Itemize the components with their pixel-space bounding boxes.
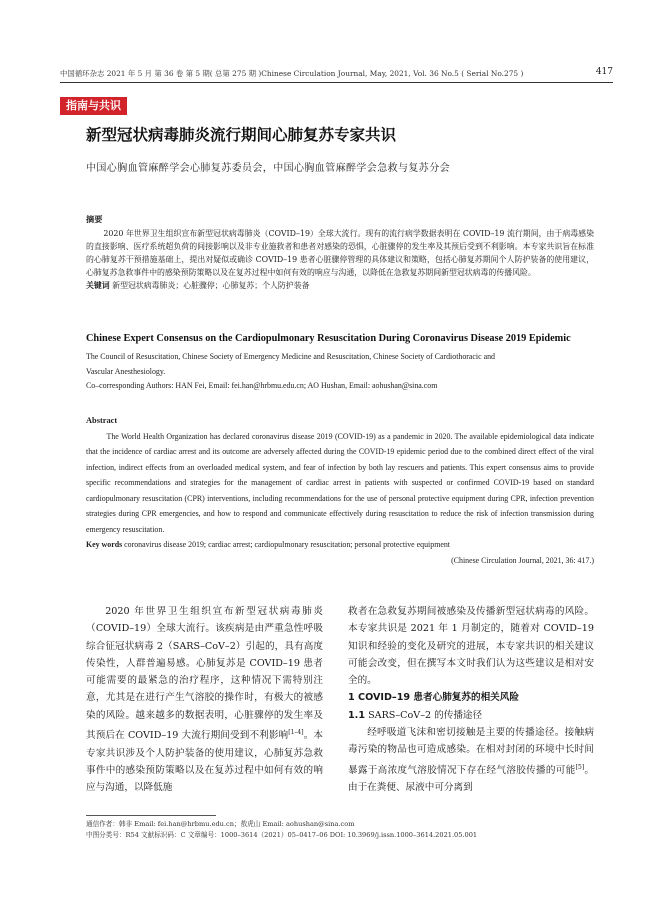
footnote — [86, 819, 594, 841]
header-divider — [60, 82, 613, 83]
keywords-cn-text: 新型冠状病毒肺炎；心脏骤停；心肺复苏；个人防护装备 — [112, 281, 310, 290]
abstract-en-text: The World Health Organization has declared coronavirus disease 2019 (COVID-19) as a pandemic in 2020. The available epidemiological data indicate that the incidence of cardiac arrest and its outcome are adversely affected during the COVID-19 epidemic period due to the combined direct effect of the viral infection, indirect effects from an overloaded medical system, and fear of infection by both lay rescuers and patients. This expert consensus aims to provide specific recommendations and strategies for the management of cardiac arrest in patients with suspected or confirmed COVID-19 based on standard cardiopulmonary resuscitation (CPR) interventions, including recommendations for the use of personal protective equipment during CPR, infection prevention strategies during CPR emergencies, and how to respond and communicate effectively during resuscitation to reduce the risk of infection transmission during emergency resuscitation. — [86, 431, 594, 534]
keywords-en-label: Key words — [86, 540, 123, 549]
correspondence-line: 通信作者：韩非 Email: fei.han@hrbmu.edu.cn；敖虎山 Email: aohushan@sina.com — [86, 820, 355, 828]
keywords-en — [86, 537, 594, 553]
running-header — [60, 68, 613, 82]
article-title-en: Chinese Expert Consensus on the Cardiopulmonary Resuscitation During Coronavirus Disease 2019 Epidemic — [86, 333, 571, 344]
abstract-en — [86, 413, 594, 568]
body-paragraph: 经呼吸道飞沫和密切接触是主要的传播途径。接触病毒污染的物品也可造成感染。在相对封闭的环境中长时间暴露于高浓度气溶胶情况下存在经气溶胶传播的可能[5]。由于在粪便、尿液中可分离到 — [348, 727, 595, 794]
journal-info: 中国循环杂志 2021 年 5 月 第 36 卷 第 5 期( 总第 275 期 )Chinese Circulation Journal, May, 2021, Vol. 36 No.5 ( Serial No.275 ) — [60, 69, 524, 78]
article-title-cn: 新型冠状病毒肺炎流行期间心肺复苏专家共识 — [86, 126, 397, 144]
body-column-right — [348, 603, 594, 796]
footnote-divider — [86, 815, 216, 816]
section-heading-1: 1 COVID–19 患者心肺复苏的相关风险 — [348, 692, 519, 704]
section-heading-1-1: 1.1 SARS–CoV–2 的传播途径 — [348, 709, 483, 721]
affiliation-en — [86, 350, 594, 394]
reference-marker[interactable]: [5] — [575, 763, 585, 771]
category-tag: 指南与共识 — [60, 97, 127, 115]
corresponding-authors: Co–corresponding Authors: HAN Fei, Email: fei.han@hrbmu.edu.cn; AO Hushan, Email: aohushan@sina.com — [86, 381, 438, 390]
affiliation-line-1: The Council of Resuscitation, Chinese Society of Emergency Medicine and Resuscitation, Chinese Society of Cardiothoracic and — [86, 352, 495, 361]
keywords-cn-label: 关键词 — [86, 281, 110, 290]
body-paragraph: 救者在急救复苏期间被感染及传播新型冠状病毒的风险。本专家共识是 2021 年 1 月制定的，随着对 COVID–19 知识和经验的变化及研究的进展，本专家共识的相关建议可能会改变，但在撰写本文时我们认为这些建议是相对安全的。 — [348, 606, 594, 687]
affiliation-line-2: Vascular Anesthesiology. — [86, 366, 166, 376]
authors-cn: 中国心胸血管麻醉学会心肺复苏委员会，中国心胸血管麻醉学会急救与复苏分会 — [86, 163, 450, 174]
reference-marker[interactable]: [1–4] — [288, 729, 304, 737]
page-number: 417 — [595, 67, 613, 77]
abstract-en-label: Abstract — [86, 416, 118, 425]
abstract-cn — [86, 213, 594, 292]
keywords-en-text: coronavirus disease 2019; cardiac arrest; cardiopulmonary resuscitation; personal protective equipment — [124, 540, 450, 549]
citation: (Chinese Circulation Journal, 2021, 36: 417.) — [451, 555, 594, 565]
abstract-cn-text: 2020 年世界卫生组织宣布新型冠状病毒肺炎（COVID–19）全球大流行。现有的流行病学数据表明在 COVID–19 流行期间，由于病毒感染的直接影响、医疗系统超负荷的间接影响以及非专业施救者和患者对感染的恐惧，心脏骤停的发生率及其预后受到不利影响。本专家共识旨在标准的心肺复苏干预措施基础上，提出对疑似或确诊 COVID–19 患者心脏骤停管理的具体建议和策略，包括心肺复苏期间个人防护装备的使用建议，心肺复苏急救事件中的感染预防策略以及在复苏过程中如何有效的响应与沟通，以降低在急救复苏期间新型冠状病毒的传播风险。 — [86, 229, 594, 277]
abstract-cn-label: 摘要 — [86, 214, 103, 224]
keywords-cn — [86, 279, 594, 292]
body-column-left — [86, 603, 323, 796]
body-paragraph: 2020 年世界卫生组织宣布新型冠状病毒肺炎（COVID–19）全球大流行。该疾病是由严重急性呼吸综合征冠状病毒 2（SARS–CoV–2）引起的，具有高度传染性，人群普遍易感。心肺复苏是 COVID–19 患者可能需要的最紧急的治疗程序，这种情况下需特别注意，尤其是在进行产生气溶胶的操作时，有极大的被感染的风险。越来越多的数据表明，心脏骤停的发生率及其预后在 COVID–19 大流行期间受到不利影响[1–4]。本专家共识涉及个人防护装备的使用建议，心肺复苏急救事件中的感染预防策略以及在复苏过程中如何有效的响应与沟通，以降低施 — [86, 606, 323, 794]
classification-line: 中图分类号：R54 文献标识码：C 文章编号：1000–3614（2021）05–0417–06 DOI: 10.3969/j.issn.1000–3614.2021.05.001 — [86, 831, 478, 839]
